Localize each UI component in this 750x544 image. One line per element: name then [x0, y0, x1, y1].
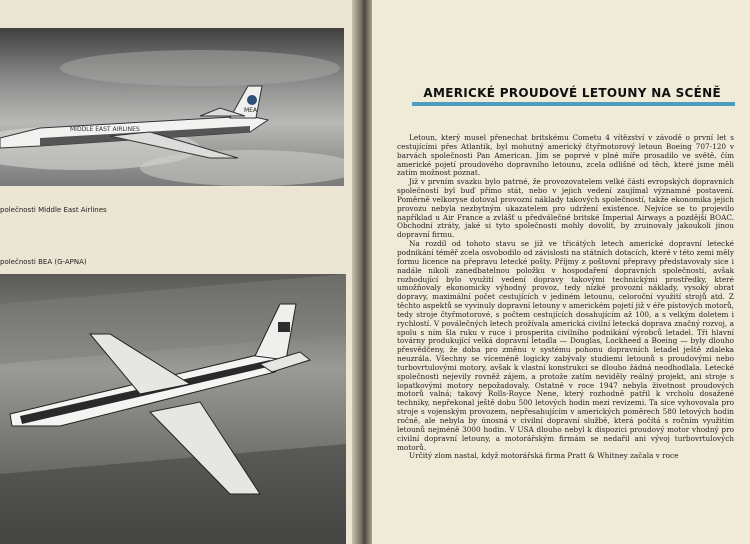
paragraph-4: Určitý zlom nastal, když motorářská firma Pratt & Whitney začala v roce	[409, 451, 679, 461]
photo-bea-comet	[0, 274, 346, 544]
tail-logo-text: MEA	[244, 107, 258, 114]
photo-mea-comet	[0, 28, 344, 186]
paragraph-1: Letoun, který musel přenechat britskému Cometu 4 vítězství v závodě o první let s cestujícími přes Atlantik, byl mohutný americký čtyřmotorový letoun Boeing 707-120 v barvách společnosti Pan American. Jím se poprvé v plné míře prosadilo ve světě, čím americké pojetí proudového dopravního letounu, zcela odlišné od těch, které jsme měli zatím možnost poznat.	[397, 133, 734, 178]
chapter-header	[412, 86, 735, 106]
caption-bottom: polečnosti BEA (G-APNA)	[0, 258, 87, 266]
caption-top: polečnosti Middle East Airlines	[0, 206, 107, 214]
paragraph-2: Již v prvním svazku bylo patrné, že provozovatelem velké části evropských dopravních společností byl buď přímo stát, nebo v jejich vedení zaujímal významné postavení. Poměrně velkoryse dotoval provozní náklady takových společností, takže ekonomika jejich provozu nebyla nezbytným ukazatelem pro udržení existence. Nejvíce se to projevilo například u Air France a zvlášť u předválečné britské Imperial Airways a pozdější BOAC. Obchodní ztráty, jaké si tyto společnosti mohly dovolit, by zruinovaly jakoukoli jinou dopravní firmu.	[397, 177, 734, 240]
bea-aircraft-illustration	[0, 274, 346, 544]
airline-livery-text: MIDDLE EAST AIRLINES	[70, 126, 140, 133]
title-rule	[412, 102, 735, 106]
paragraph-3: Na rozdíl od tohoto stavu se již ve třicátých letech americké dopravní letecké podnikání téměř zcela osvobodilo od závislosti na státních dotacích, které v této zemi měly formu licence na přepravu letecké pošty. Příjmy z poštovní přepravy představovaly sice i nadále nikoli zanedbatelnou položku v hospodaření dopravních společností, avšak rozhodující bylo využití vedení dopravy takovými technickými prostředky, které umožňovaly ekonomicky výhodný provoz, tedy nízké provozní náklady, vysoký obrat dopravy, maximální počet cestujících v jediném letounu, celoroční využití strojů atd. Z těchto aspektů se vyvinuly dopravní letouny v americkém pojetí již v éře pístových motorů, tedy stroje čtyřmotorové, s počtem cestujících dosahujícím až 100, a s velkým doletem i rychlostí. V poválečných letech prožívala americká civilní letecká doprava značný rozvoj, a spolu s ním šla ruku v ruce i prosperita civilního podnikání výrobců letadel. Tři hlavní továrny produkující velká dopravní letadla — Douglas, Lockheed a Boeing — byly dlouho přesvědčeny, že doba pro změnu v systému pohonu dopravních letadel ještě zdaleka neuzrála. Všechny se víceméně logicky zabývaly studiemi letounů s proudovými nebo turbovrtulovými motory, avšak k vlastní konstrukci se dlouho žádná neodhodlala. Letecké společnosti nejevily rovněž zájem, a protože zatím neviděly reálný projekt, ani stroje s lopatkovými motory nepožadovaly. Ostatně v roce 1947 nebyla životnost proudových motorů valná; takový Rolls-Royce Nene, který rozhodně patřil k vrcholu dosažené techniky, nepřekonal ještě dobu 500 letových hodin mezi revizemi. Ta sice vyhovovala pro stroje s vojenským provozem, nepřesahujícím v amerických poměrech 580 letových hodin ročně, ale nebyla by únosná v civilní dopravní službě, která počítá s ročním využitím letounů nejméně 3000 hodin. V USA dlouho nebyl k dispozici proudový motor vhodný pro civilní dopravní letouny, a motorářským firmám se nedařil ani vývoj turbovrtulových motorů.	[397, 239, 734, 452]
mea-aircraft-illustration	[0, 28, 344, 186]
book-gutter	[352, 0, 374, 544]
chapter-title: AMERICKÉ PROUDOVÉ LETOUNY NA SCÉNĚ	[423, 86, 721, 100]
left-page	[0, 0, 356, 544]
article-body	[397, 134, 734, 461]
right-page	[372, 0, 750, 544]
